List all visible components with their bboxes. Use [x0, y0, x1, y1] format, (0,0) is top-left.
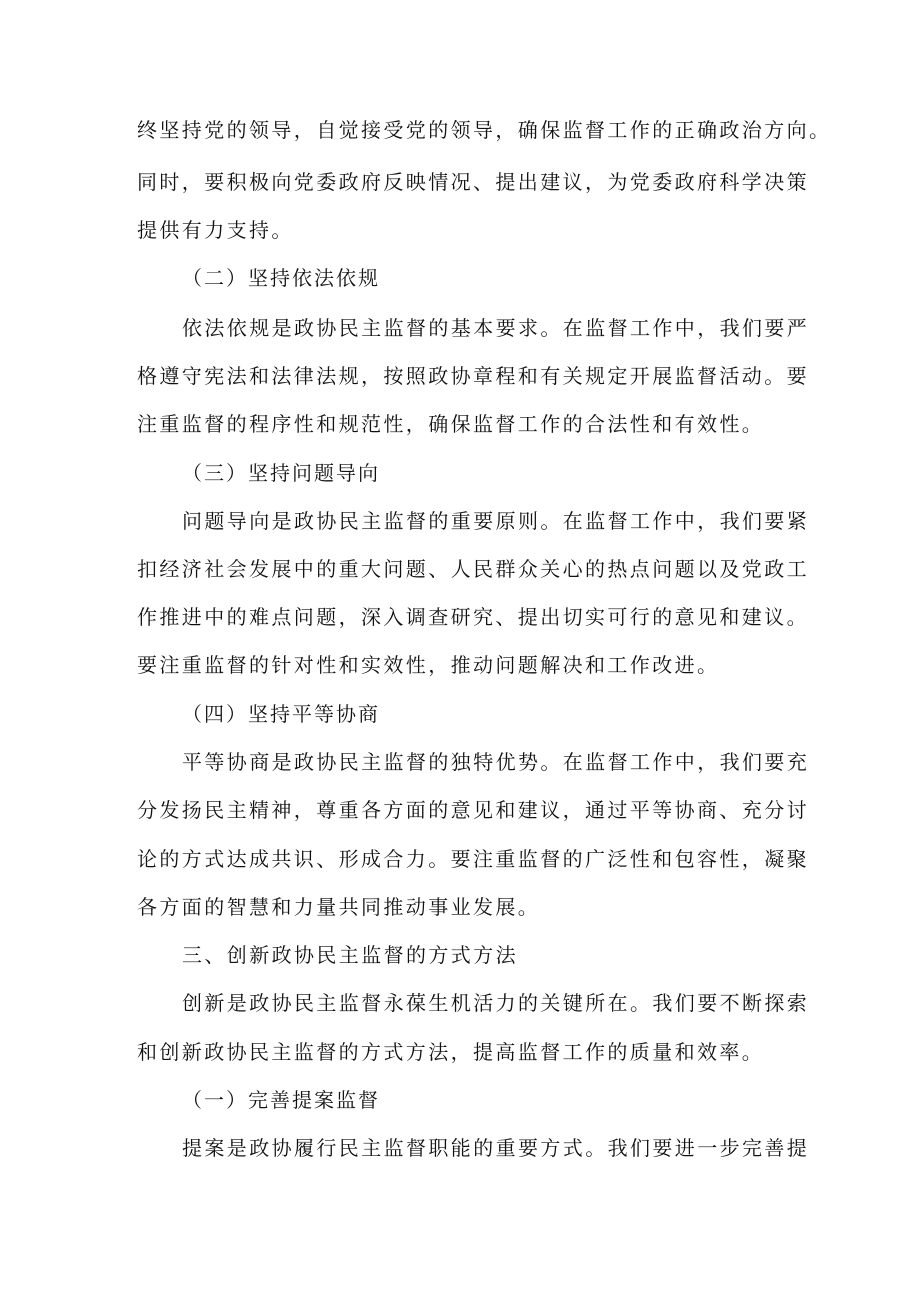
section-heading: （三）坚持问题导向	[182, 461, 380, 485]
body-text-line: 格遵守宪法和法律法规，按照政协章程和有关规定开展监督活动。要	[137, 364, 809, 388]
body-text-line: 各方面的智慧和力量共同推动事业发展。	[137, 895, 541, 919]
chapter-heading: 三、创新政协民主监督的方式方法	[182, 943, 518, 967]
body-text-line: 和创新政协民主监督的方式方法，提高监督工作的质量和效率。	[137, 1040, 765, 1064]
body-text-line: 提供有力支持。	[137, 218, 294, 242]
section-heading: （二）坚持依法依规	[182, 266, 380, 290]
body-text-line: 论的方式达成共识、形成合力。要注重监督的广泛性和包容性，凝聚	[137, 847, 809, 871]
section-heading: （四）坚持平等协商	[182, 702, 380, 726]
body-text-line: 创新是政协民主监督永葆生机活力的关键所在。我们要不断探索	[182, 991, 810, 1015]
body-text-line: 作推进中的难点问题，深入调查研究、提出切实可行的意见和建议。	[137, 605, 809, 629]
body-text-line: 平等协商是政协民主监督的独特优势。在监督工作中，我们要充	[182, 750, 810, 774]
body-text-line: 要注重监督的针对性和实效性，推动问题解决和工作改进。	[137, 653, 720, 677]
body-text-line: 分发扬民主精神，尊重各方面的意见和建议，通过平等协商、充分讨	[137, 798, 809, 822]
body-text-line: 终坚持党的领导，自觉接受党的领导，确保监督工作的正确政治方向。	[137, 118, 832, 142]
body-text-line: 提案是政协履行民主监督职能的重要方式。我们要进一步完善提	[182, 1136, 810, 1160]
body-text-line: 问题导向是政协民主监督的重要原则。在监督工作中，我们要紧	[182, 509, 810, 533]
body-text-line: 同时，要积极向党委政府反映情况、提出建议，为党委政府科学决策	[137, 170, 809, 194]
section-heading: （一）完善提案监督	[182, 1088, 380, 1112]
body-text-line: 扣经济社会发展中的重大问题、人民群众关心的热点问题以及党政工	[137, 557, 809, 581]
body-text-line: 依法依规是政协民主监督的基本要求。在监督工作中，我们要严	[182, 316, 810, 340]
body-text-line: 注重监督的程序性和规范性，确保监督工作的合法性和有效性。	[137, 412, 765, 436]
